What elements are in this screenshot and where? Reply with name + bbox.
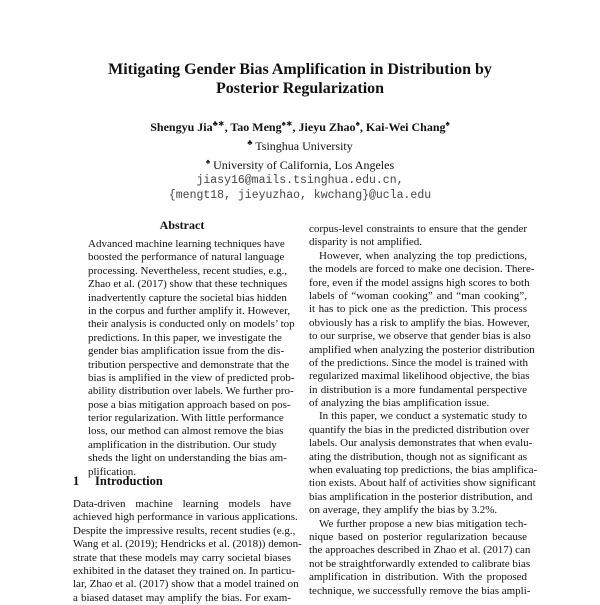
author-name: Shengyu Jia	[150, 120, 213, 134]
email-line: jiasy16@mails.tsinghua.edu.cn,	[196, 174, 404, 187]
text-line: ability distribution over labels. We further pro-	[88, 385, 294, 398]
paper-title	[0, 60, 600, 98]
text-line: exhibited in the dataset they trained on. In particu-	[73, 564, 296, 577]
paragraph	[309, 517, 531, 598]
abstract-body	[88, 238, 295, 479]
text-line: Data-driven machine learning models have	[73, 498, 291, 510]
text-line: Despite the impressive results, recent studies (e.g.,	[73, 524, 296, 537]
text-line: to our surprise, we observe that gender bias is also	[309, 330, 531, 343]
text-line: However, when analyzing the top predictions,	[319, 249, 527, 262]
text-line: disparity is not amplified.	[309, 236, 423, 249]
text-line: terior regularization. With little performance	[88, 412, 284, 425]
text-line: it has to pick one as the prediction. This process	[309, 303, 527, 316]
text-line: lar, Zhao et al. (2017) show that a model trained on	[73, 578, 299, 591]
author-name: Kai-Wei Chang	[365, 120, 446, 134]
text-line: regularized maximal likelihood objective, the bias	[309, 370, 530, 383]
text-line: the models are forced to make one decision. There-	[309, 263, 535, 276]
text-line: Wang et al. (2019); Hendricks et al. (2018)) demon-	[73, 538, 302, 551]
text-line: technique, we successfully remove the bias ampli-	[309, 584, 531, 597]
club-icon: ♣	[247, 138, 253, 147]
text-line: In this paper, we conduct a systematic study to	[319, 410, 527, 423]
text-line: amplification in distribution. With the proposed	[309, 571, 527, 584]
text-line: amplification in the distribution. Our study	[88, 438, 277, 451]
text-line: achieved high performance in various applications.	[73, 511, 298, 524]
text-line: a biased dataset may amplify the bias. For exam-	[73, 591, 291, 604]
text-line: inadvertently capture the societal bias hidden	[88, 291, 287, 304]
affiliation-mark: ♣∗	[212, 119, 225, 128]
email-line: {mengt18, jieyuzhao, kwchang}@ucla.edu	[168, 189, 432, 202]
text-line: corpus-level constraints to ensure that the gender	[309, 223, 527, 235]
text-line: plification.	[88, 465, 136, 478]
paragraph	[309, 223, 527, 250]
text-line: not be straightforwardly extended to calibrate bias	[309, 557, 531, 570]
introduction-body	[73, 498, 302, 605]
affiliation	[0, 135, 600, 154]
section-heading-introduction	[73, 474, 163, 489]
text-line: labels of “woman cooking” and “man cooking”,	[309, 289, 527, 302]
text-line: processing. Nevertheless, recent studies, e.g.,	[88, 264, 288, 277]
text-line: amplified when analyzing the posterior distribution	[309, 343, 535, 356]
text-line: bias amplification in the posterior distribution, and	[309, 490, 533, 503]
paragraph	[73, 498, 302, 605]
paragraph	[309, 249, 535, 411]
affiliation-name: University of California, Los Angeles	[213, 158, 395, 172]
affiliation-name: Tsinghua University	[255, 139, 353, 153]
section-number: 1	[73, 474, 80, 488]
text-line: We further propose a new bias mitigation tech-	[319, 517, 527, 530]
affiliation-mark: ♠	[445, 119, 450, 128]
title-line: Mitigating Gender Bias Amplification in Distribution by	[108, 61, 492, 78]
text-line: quantify the bias in the predicted distribution over	[309, 423, 530, 436]
text-line: ating the distribution, though not as significant as	[309, 450, 527, 463]
abstract-heading: Abstract	[159, 218, 205, 232]
paragraph	[309, 410, 538, 517]
text-line: the approaches described in Zhao et al. (2017) can	[309, 544, 531, 557]
title-line: Posterior Regularization	[215, 80, 385, 97]
text-line: obviously has a risk to amplify the bias. However,	[309, 316, 530, 329]
text-line: strate that these models may carry societal biases	[73, 551, 291, 564]
text-line: boosted the performance of natural language	[88, 251, 285, 264]
text-line: on average, they amplify the bias by 3.2%.	[309, 504, 498, 517]
text-line: tion exists. About half of activities show significant	[309, 477, 536, 490]
text-line: predictions. In this paper, we investigate the	[88, 331, 282, 344]
affiliation-mark: ♠	[355, 119, 360, 128]
paragraph	[88, 238, 295, 479]
text-line: of the predictions. Since the model is trained with	[309, 356, 529, 369]
spade-icon: ♠	[205, 157, 211, 166]
text-line: nique based on posterior regularization because	[309, 530, 527, 543]
text-line: Advanced machine learning techniques have	[88, 238, 285, 250]
text-line: in the corpus and further amplify it. However,	[88, 304, 291, 317]
affiliation-mark: ♠∗	[281, 119, 293, 128]
section-title: Introduction	[95, 474, 163, 488]
affiliation	[0, 154, 600, 173]
text-line: tribution perspective and demonstrate that the	[88, 358, 290, 371]
author-name: Jieyu Zhao	[298, 120, 356, 134]
text-line: of analyzing the bias amplification issue.	[309, 397, 490, 410]
text-line: in distribution is a more fundamental perspective	[309, 383, 527, 396]
text-line: labels. Our analysis demonstrates that when evalu-	[309, 437, 533, 450]
text-line: when evaluating top predictions, the bias amplifica-	[309, 464, 538, 477]
text-line: their analysis is conducted only on models’ top	[88, 318, 295, 331]
author-block	[0, 116, 600, 203]
text-line: fore, even if the model assigns high scores to both	[309, 276, 530, 289]
text-line: bias is amplified in the view of predicted prob-	[88, 371, 295, 384]
text-line: Zhao et al. (2017) show that these techniques	[88, 278, 288, 291]
author-name: Tao Meng	[230, 120, 282, 134]
text-line: gender bias amplification issue from the dis-	[88, 345, 285, 358]
author-names: Shengyu Jia♣∗, Tao Meng♠∗, Jieyu Zhao♠, Kai-Wei Chang♠	[150, 119, 450, 134]
text-line: sheds the light on understanding the bias am-	[88, 452, 287, 465]
text-line: loss, our method can almost remove the bias	[88, 425, 284, 438]
text-line: pose a bias mitigation approach based on pos-	[88, 398, 291, 411]
right-column-body	[309, 223, 538, 598]
